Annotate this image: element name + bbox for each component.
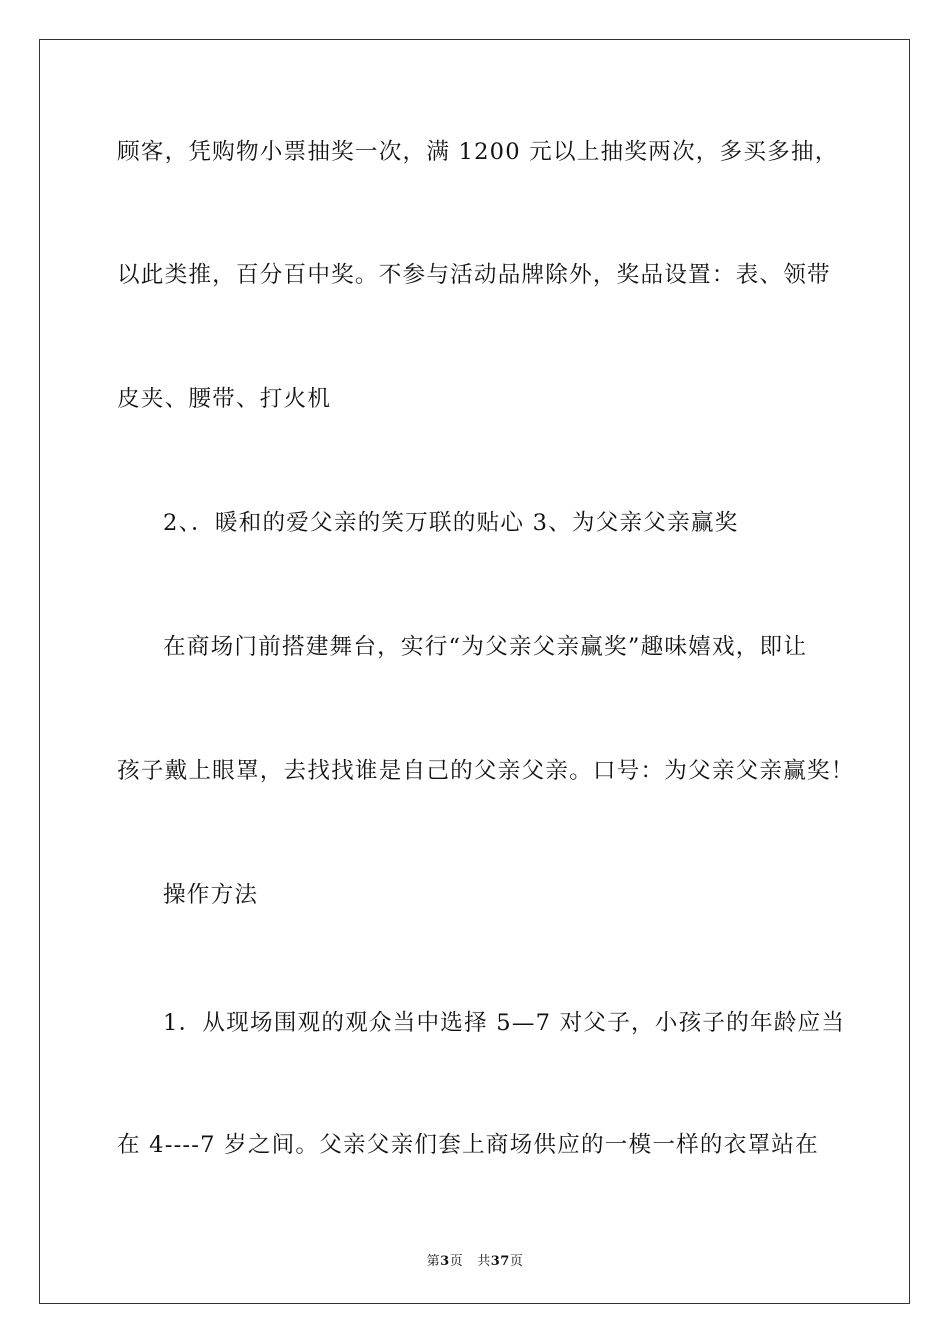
body-line-6: 孩子戴上眼罩，去找找谁是自己的父亲父亲。口号：为父亲父亲赢奖！ — [117, 758, 855, 784]
footer-page-prefix: 第 — [426, 1254, 441, 1269]
page-border — [39, 39, 910, 1304]
footer-page-suffix: 页 — [449, 1254, 464, 1269]
footer-total-pages: 37 — [490, 1254, 510, 1269]
body-line-1: 顾客，凭购物小票抽奖一次，满 1200 元以上抽奖两次，多买多抽， — [117, 139, 839, 165]
page-footer — [0, 1250, 950, 1269]
footer-total-prefix: 共 — [477, 1254, 491, 1269]
body-line-3: 皮夹、腰带、打火机 — [117, 386, 332, 412]
body-line-8: 1．从现场围观的观众当中选择 5—7 对父子，小孩子的年龄应当 — [163, 1010, 846, 1036]
body-line-9: 在 4----7 岁之间。父亲父亲们套上商场供应的一模一样的衣罩站在 — [117, 1132, 819, 1158]
body-line-4: 2、．暖和的爱父亲的笑万联的贴心 3、为父亲父亲赢奖 — [163, 510, 739, 536]
footer-page-number: 3 — [440, 1254, 450, 1269]
body-line-5: 在商场门前搭建舞台，实行“为父亲父亲赢奖”趣味嬉戏，即让 — [163, 634, 808, 660]
body-line-7: 操作方法 — [163, 882, 259, 908]
body-line-2: 以此类推，百分百中奖。不参与活动品牌除外，奖品设置：表、领带 — [117, 262, 831, 288]
footer-total-suffix: 页 — [509, 1254, 524, 1269]
